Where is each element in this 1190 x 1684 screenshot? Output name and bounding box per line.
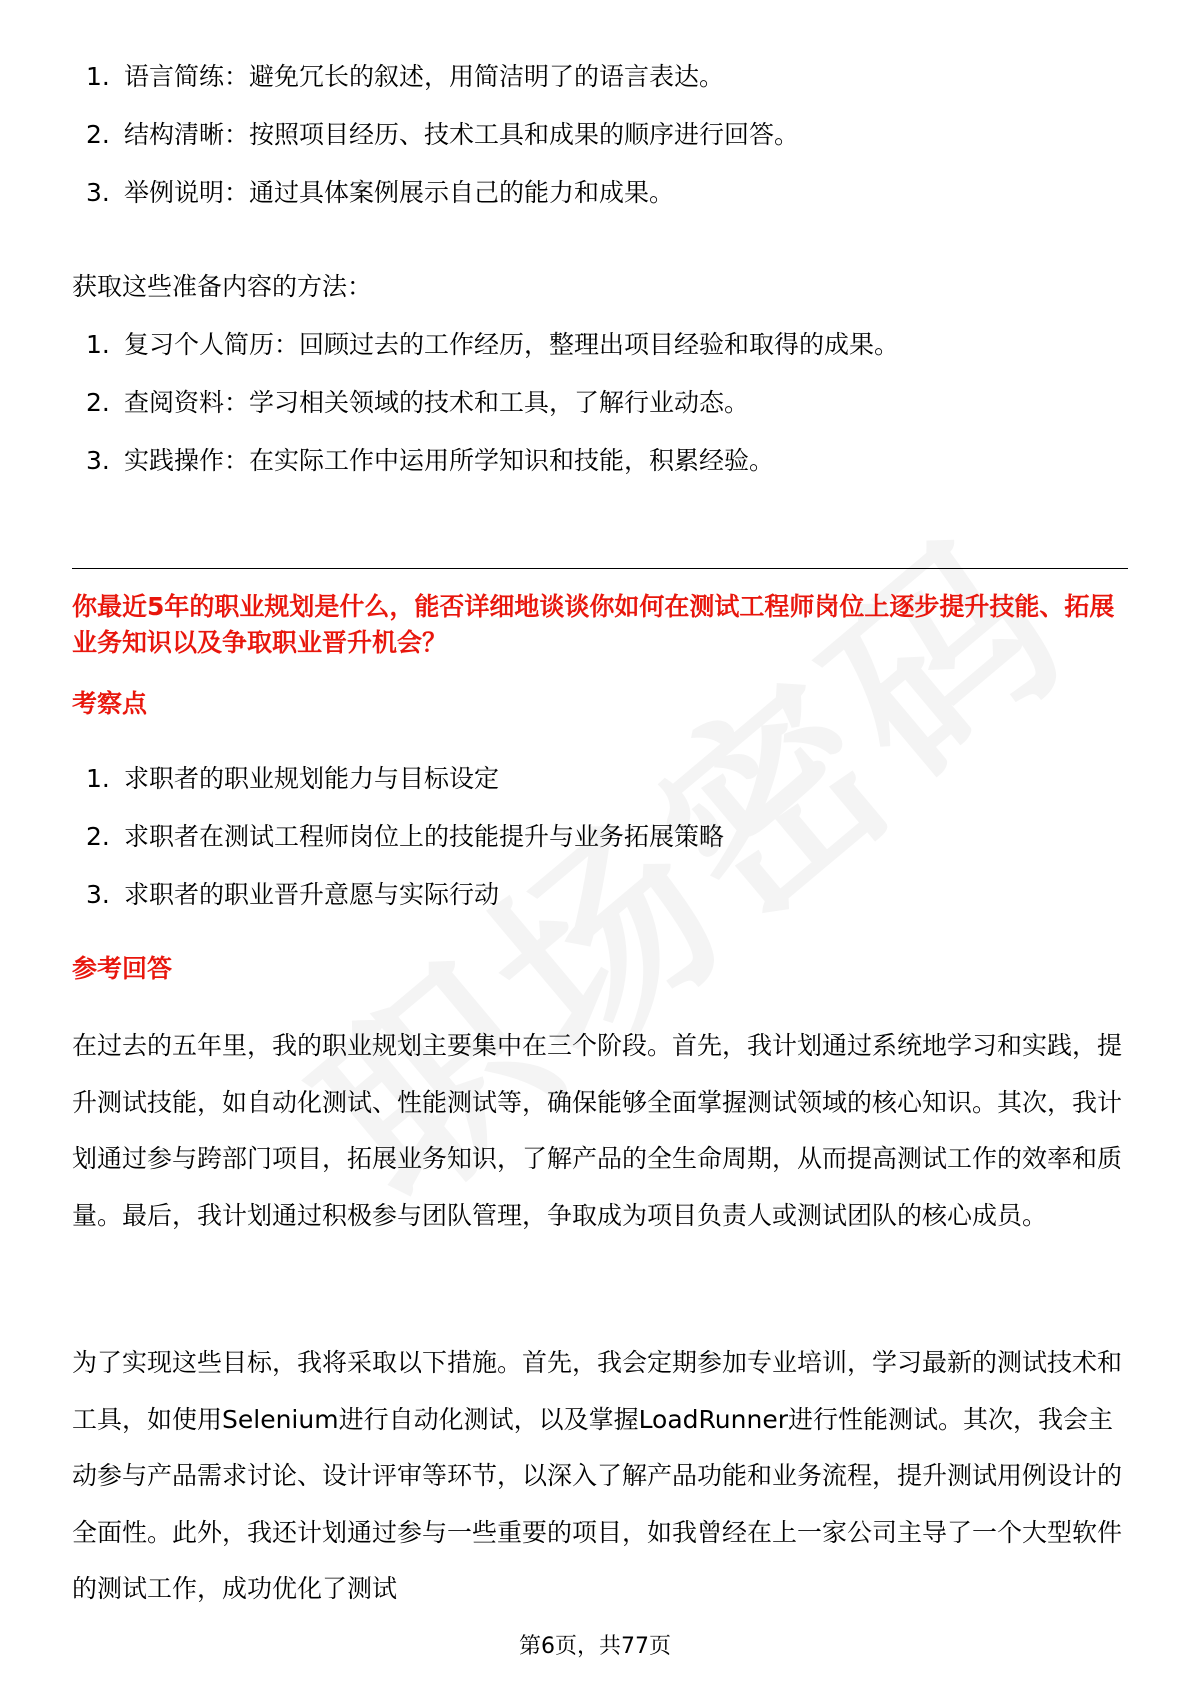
answer-paragraph-1: 在过去的五年里，我的职业规划主要集中在三个阶段。首先，我计划通过系统地学习和实践，提升测试技能，如自动化测试、性能测试等，确保能够全面掌握测试领域的核心知识。其次，我计划通过参与跨部门项目，拓展业务知识，了解产品的全生命周期，从而提高测试工作的效率和质量。最后，我计划通过积极参与团队管理，争取成为项目负责人或测试团队的核心成员。 [72,1031,1123,1230]
prep-intro: 获取这些准备内容的方法： [72,272,373,301]
list-item: 2. 查阅资料：学习相关领域的技术和工具，了解行业动态。 [86,388,750,417]
question-title: 你最近5年的职业规划是什么，能否详细地谈谈你如何在测试工程师岗位上逐步提升技能、拓展业务知识以及争取职业晋升机会？ [72,592,1115,657]
list-item: 3. 举例说明：通过具体案例展示自己的能力和成果。 [86,178,675,207]
list-item: 1. 复习个人简历：回顾过去的工作经历，整理出项目经验和取得的成果。 [86,330,900,359]
tips-list [86,48,1126,222]
list-item: 3. 求职者的职业晋升意愿与实际行动 [86,880,500,909]
list-item: 1. 语言简练：避免冗长的叙述，用简洁明了的语言表达。 [86,62,725,91]
page-footer: 第6页，共77页 [519,1634,671,1659]
answer-heading: 参考回答 [72,954,173,983]
answer-paragraph-2: 为了实现这些目标，我将采取以下措施。首先，我会定期参加专业培训，学习最新的测试技术和工具，如使用Selenium进行自动化测试，以及掌握LoadRunner进行性能测试。其次，我会主动参与产品需求讨论、设计评审等环节，以深入了解产品功能和业务流程，提升测试用例设计的全面性。此外，我还计划通过参与一些重要的项目，如我曾经在上一家公司主导了一个大型软件的测试工作，成功优化了测试 [72,1348,1123,1603]
list-item: 2. 结构清晰：按照项目经历、技术工具和成果的顺序进行回答。 [86,120,800,149]
list-item: 3. 实践操作：在实际工作中运用所学知识和技能，积累经验。 [86,446,775,475]
list-item: 2. 求职者在测试工程师岗位上的技能提升与业务拓展策略 [86,822,725,851]
list-item: 1. 求职者的职业规划能力与目标设定 [86,764,500,793]
focus-heading: 考察点 [72,689,148,718]
prep-list [86,316,1126,490]
focus-list [86,750,1126,924]
section-divider [72,568,1128,569]
